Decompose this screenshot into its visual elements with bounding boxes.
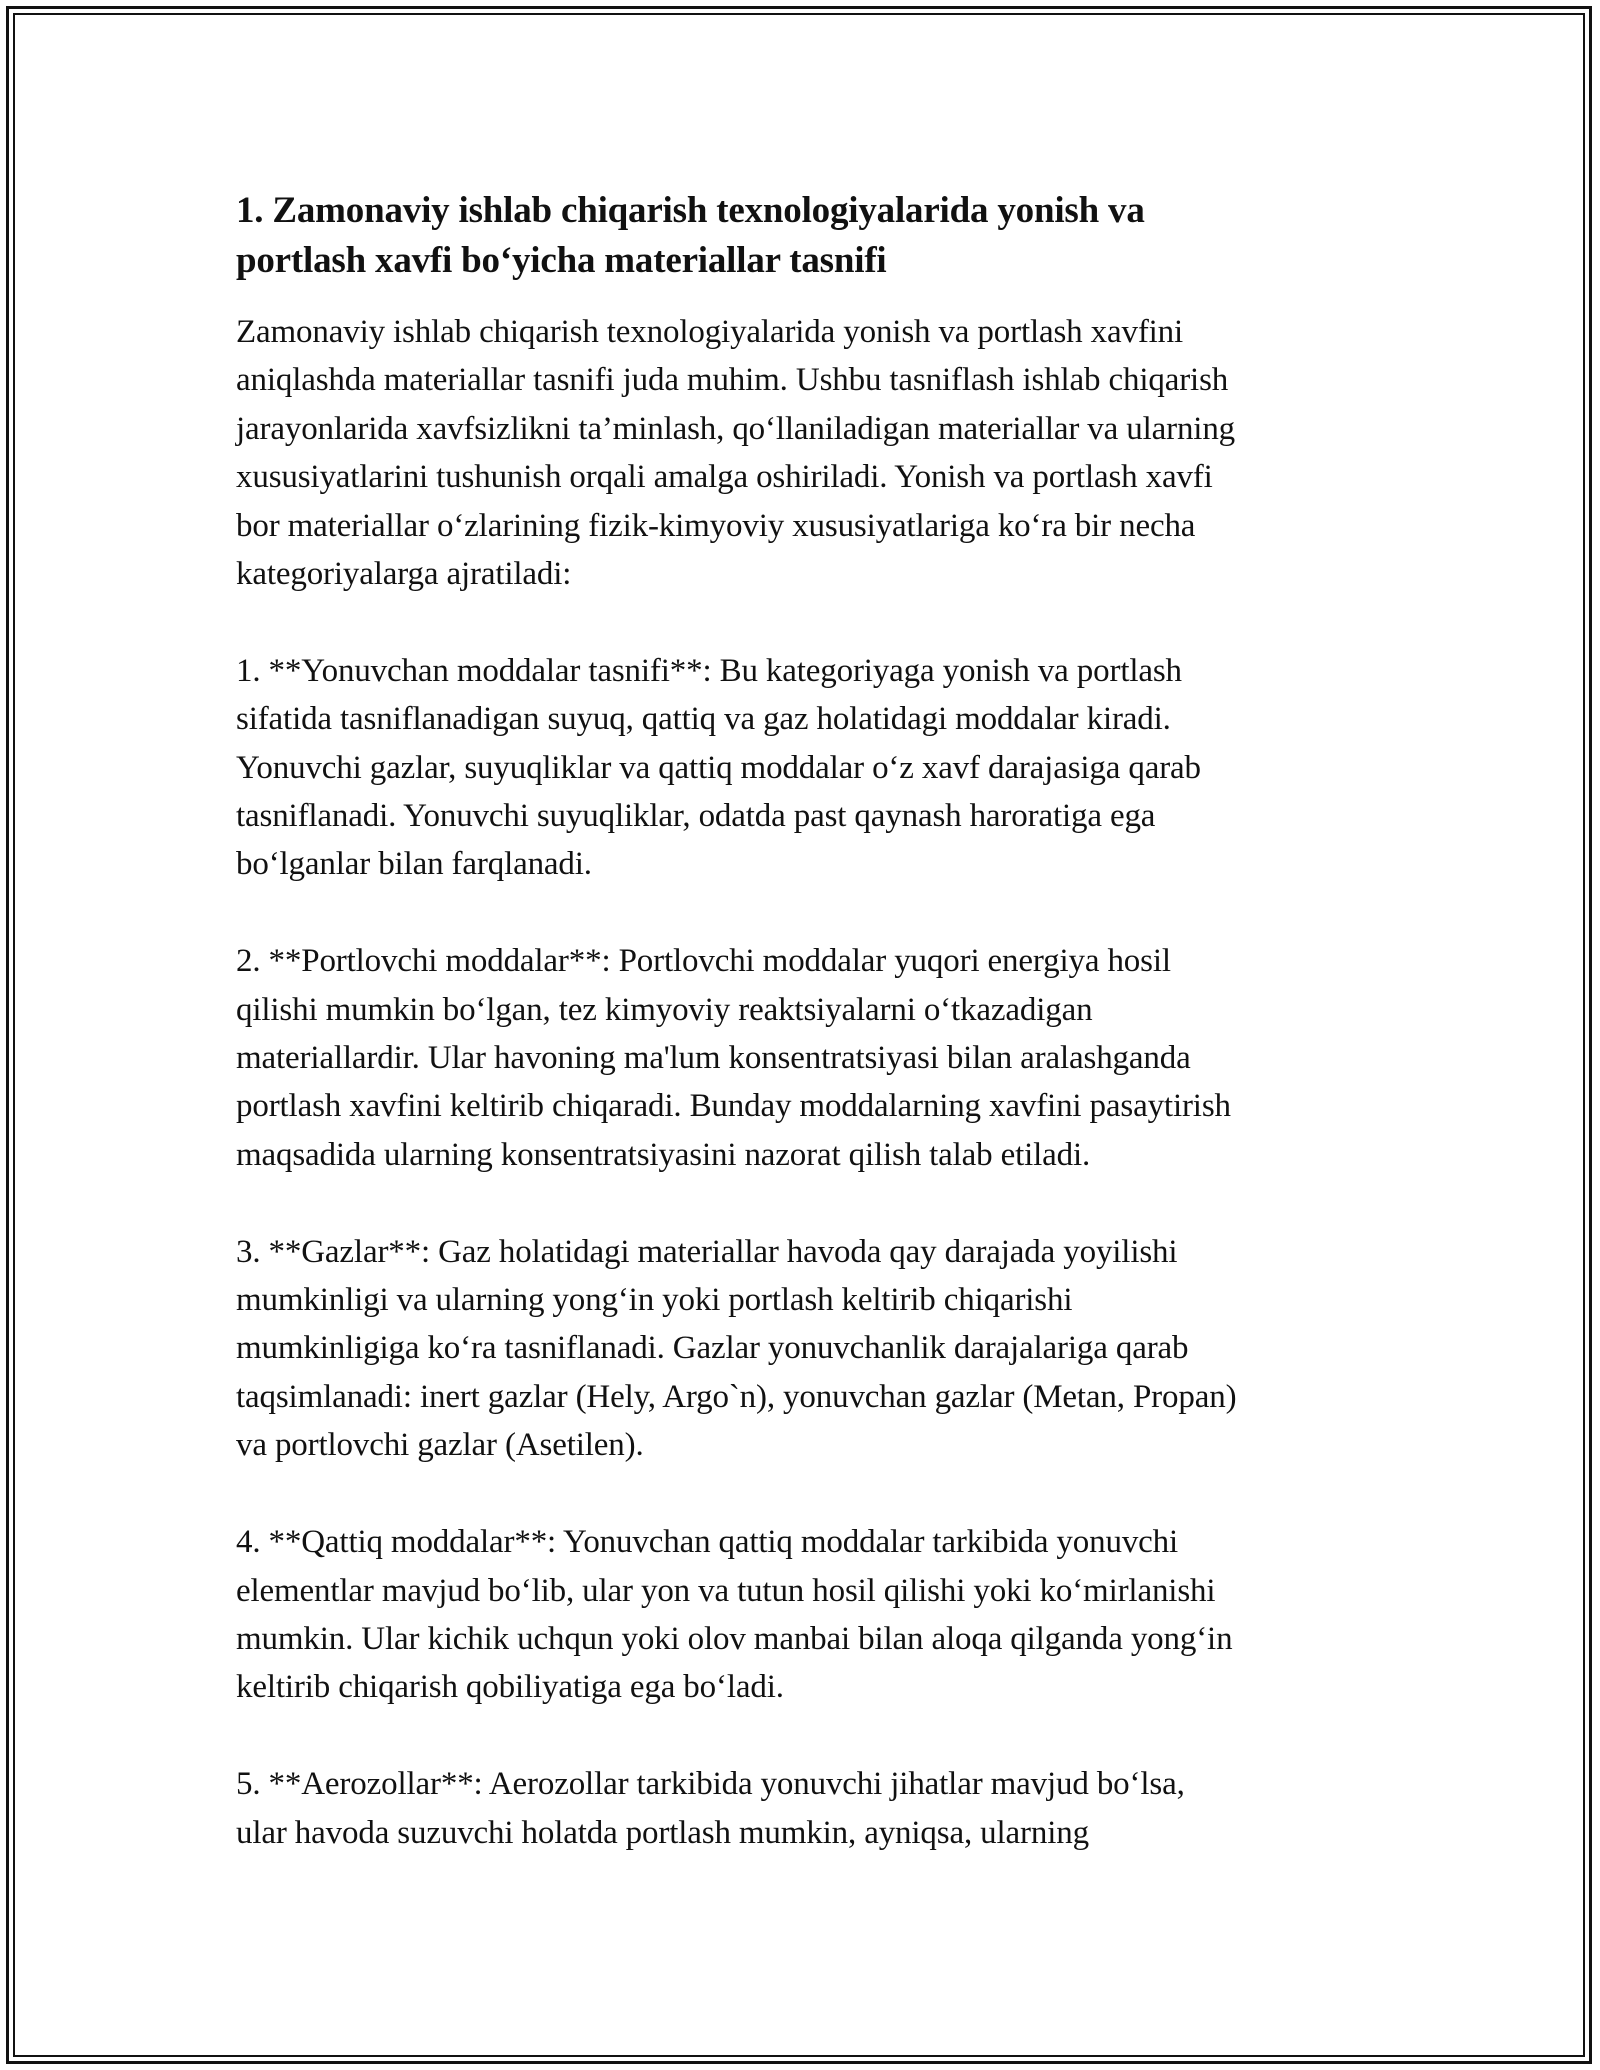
intro-paragraph [236, 308, 1376, 598]
text-line: 2. **Portlovchi moddalar**: Portlovchi moddalar yuqori energiya hosil [236, 943, 1171, 980]
paragraph-spacer [236, 1712, 1376, 1760]
text-line: 1. **Yonuvchan moddalar tasnifi**: Bu kategoriyaga yonish va portlash [236, 652, 1182, 689]
document-title [236, 186, 1376, 286]
text-line: Zamonaviy ishlab chiqarish texnologiyalarida yonish va portlash xavfini [236, 314, 1184, 350]
text-line: portlash xavfini keltirib chiqaradi. Bunday moddalarning xavfini pasaytirish [236, 1088, 1231, 1125]
text-line: 3. **Gazlar**: Gaz holatidagi materiallar havoda qay darajada yoyilishi [236, 1233, 1178, 1270]
paragraph-spacer [236, 1179, 1376, 1227]
text-line: bo‘lganlar bilan farqlanadi. [236, 846, 592, 883]
text-line: sifatida tasniflanadigan suyuq, qattiq va gaz holatidagi moddalar kiradi. [236, 701, 1171, 738]
text-line: aniqlashda materiallar tasnifi juda muhim. Ushbu tasniflash ishlab chiqarish [236, 362, 1229, 399]
text-line: bor materiallar o‘zlarining fizik-kimyoviy xususiyatlariga ko‘ra bir necha [236, 507, 1196, 544]
paragraph-spacer [236, 889, 1376, 937]
title-line: portlash xavfi bo‘yicha materiallar tasnifi [236, 240, 887, 281]
title-line: 1. Zamonaviy ishlab chiqarish texnologiyalarida yonish va [236, 190, 1145, 231]
document-body [236, 186, 1376, 1857]
text-line: keltirib chiqarish qobiliyatiga ega bo‘ladi. [236, 1669, 784, 1706]
text-line: Yonuvchi gazlar, suyuqliklar va qattiq moddalar o‘z xavf darajasiga qarab [236, 749, 1201, 786]
text-line: mumkin. Ular kichik uchqun yoki olov manbai bilan aloqa qilganda yong‘in [236, 1620, 1233, 1657]
text-line: mumkinligiga ko‘ra tasniflanadi. Gazlar yonuvchanlik darajalariga qarab [236, 1330, 1189, 1367]
text-line: 4. **Qattiq moddalar**: Yonuvchan qattiq moddalar tarkibida yonuvchi [236, 1524, 1179, 1561]
text-line: ular havoda suzuvchi holatda portlash mumkin, ayniqsa, ularning [236, 1814, 1089, 1851]
list-item-paragraph [236, 647, 1376, 889]
paragraph-spacer [236, 598, 1376, 646]
text-line: materiallardir. Ular havoning ma'lum konsentratsiyasi bilan aralashganda [236, 1040, 1191, 1077]
list-item-paragraph [236, 1228, 1376, 1470]
list-item-paragraph [236, 937, 1376, 1179]
list-item-paragraph [236, 1518, 1376, 1712]
text-line: taqsimlanadi: inert gazlar (Hely, Argo`n), yonuvchan gazlar (Metan, Propan) [236, 1378, 1237, 1415]
text-line: xususiyatlarini tushunish orqali amalga oshiriladi. Yonish va portlash xavfi [236, 459, 1213, 496]
text-line: 5. **Aerozollar**: Aerozollar tarkibida yonuvchi jihatlar mavjud bo‘lsa, [236, 1766, 1185, 1803]
text-line: mumkinligi va ularning yong‘in yoki portlash keltirib chiqarishi [236, 1282, 1073, 1319]
text-line: qilishi mumkin bo‘lgan, tez kimyoviy reaktsiyalarni o‘tkazadigan [236, 991, 1093, 1028]
list-item-paragraph [236, 1760, 1376, 1857]
text-line: elementlar mavjud bo‘lib, ular yon va tutun hosil qilishi yoki ko‘mirlanishi [236, 1572, 1216, 1609]
text-line: kategoriyalarga ajratiladi: [236, 556, 572, 593]
text-line: va portlovchi gazlar (Asetilen). [236, 1427, 644, 1464]
text-line: maqsadida ularning konsentratsiyasini nazorat qilish talab etiladi. [236, 1136, 1091, 1173]
text-line: jarayonlarida xavfsizlikni ta’minlash, qo‘llaniladigan materiallar va ularning [236, 410, 1236, 447]
text-line: tasniflanadi. Yonuvchi suyuqliklar, odatda past qaynash haroratiga ega [236, 798, 1156, 835]
paragraph-spacer [236, 1470, 1376, 1518]
